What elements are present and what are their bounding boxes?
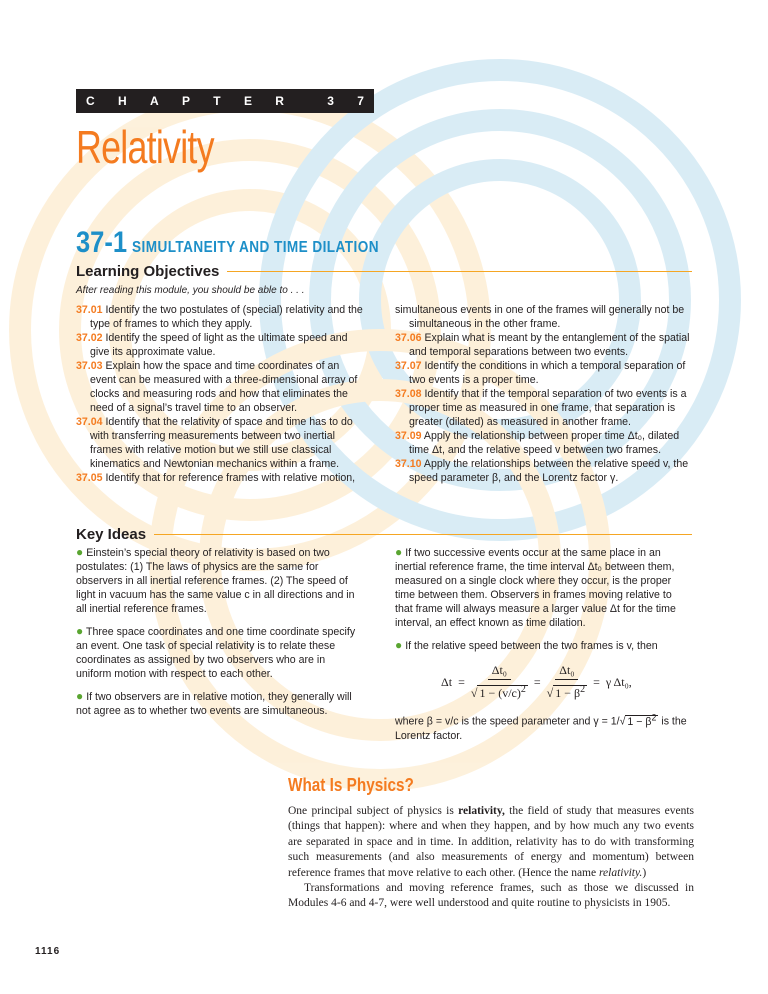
objective-item [395,359,692,387]
eq-radicand: 1 − β [627,715,652,728]
objective-item [76,359,368,415]
objective-text: Identify that for reference frames with relative motion, [105,472,356,484]
chapter-letter: P [181,94,190,108]
what-is-physics-body [288,804,694,912]
chapter-letter: C [86,94,95,108]
bullet-icon: ● [76,624,84,638]
eq-radicand: 1 − (v/c) [479,686,521,700]
italic-term: relativity. [598,866,643,879]
eq-denominator: √ $1 - (v/c)^2$ [470,684,526,700]
chapter-letter: T [213,94,221,108]
module-number: 37-1 [76,226,128,259]
learning-objectives-label: Learning Objectives [76,263,220,280]
objective-number: 37.09 [395,430,422,442]
objective-text: Identify the conditions in which a temporal separation of two events is a proper time. [409,360,686,386]
key-idea-text: If two successive events occur at the same place in an inertial reference frame, the time interval Δt₀ between them, measured on a single clock where they occur, is the proper time between them. Observers in frames moving relative to that frame will always measure a larger value Δt for the time interval, an effect known as time dilation. [395,547,676,629]
body-paragraph [288,804,694,881]
objectives-right-column [395,303,692,485]
objective-item [76,415,368,471]
objective-item [76,331,368,359]
heading-rule [227,271,692,272]
key-idea-text: is the Lorentz factor. [395,715,687,742]
objective-number: 37.02 [76,332,103,344]
objective-text: Identify that the relativity of space and time has to do with transferring measurements between two inertial frames with relative motion but we still use classical kinematics and Newtonian mechanics within a frame. [90,416,353,470]
chapter-letter: R [275,94,284,108]
objective-text: Identify the two postulates of (special) relativity and the type of frames to which they apply. [90,304,363,330]
chapter-letter: A [149,94,159,108]
objective-text: Identify that if the temporal separation of two events is a proper time as measured in one frame, that separation is greater (dilated) as measured in another frame. [409,388,687,428]
objective-number: 37.10 [395,458,422,470]
objective-item [76,471,368,485]
module-title: SIMULTANEITY AND TIME DILATION [132,239,380,256]
module-heading [76,226,423,260]
objectives-intro: After reading this module, you should be able to . . . [76,285,305,296]
body-text: the field of study that measures events (things that happen): where and when they happen, and by how much any two events are separated in space and in time. In addition, relativity has to do with transforming such measurements (and also measurements of energy and momentum) between reference frames that move relative to each other. (Hence the name [288,805,694,879]
objective-number: 37.05 [76,472,103,484]
learning-objectives-heading [76,263,692,280]
key-ideas-heading [76,526,692,543]
time-dilation-equation [441,663,692,700]
objectives-left-column [76,303,368,485]
objective-text: Explain what is meant by the entanglement of the spatial and temporal separations between two events. [409,332,690,358]
eq-exponent: 2 [580,684,586,695]
objective-text: Explain how the space and time coordinates of an event can be measured with a three-dimensional array of clocks and measuring rods and how that eliminates the need of a signal’s travel time to an observer. [90,360,358,414]
eq-rhs: γ Δt₀, [605,674,632,689]
objective-number: 37.04 [76,416,103,428]
key-ideas-label: Key Ideas [76,526,147,543]
eq-lhs: Δt [441,674,453,689]
term-relativity: relativity, [458,805,505,817]
eq-denominator: √ $1 - \beta^2$ [546,684,586,700]
key-idea-continuation: where β = v/c is the speed parameter and γ = 1/√ $1 - \beta^2$ is the Lorentz factor. [395,712,687,742]
key-ideas-right-column [395,545,692,751]
objective-number: 37.03 [76,360,103,372]
eq-numerator: Δt₀ [488,663,511,680]
what-is-physics-heading: What Is Physics? [288,775,414,795]
eq-radicand: 1 − β [555,686,581,700]
objective-text: Apply the relationships between the relative speed v, the speed parameter β, and the Lorentz factor γ. [409,458,689,484]
eq-fraction-1 [471,663,528,700]
objective-item [76,303,368,331]
key-ideas-left-column [76,545,361,726]
key-idea-text: If two observers are in relative motion, they generally will not agree as to whether two events are simultaneous. [76,691,352,717]
objective-text: Apply the relationship between proper time Δt₀, dilated time Δt, and the relative speed v between two frames. [409,430,680,456]
chapter-letter: E [243,94,252,108]
bullet-icon: ● [76,545,84,559]
key-idea-item [395,638,692,653]
objective-number: 37.07 [395,360,422,372]
chapter-letter: 3 [327,94,334,108]
chapter-letter: 7 [357,94,364,108]
key-idea-item [76,545,361,616]
key-idea-item [76,624,361,681]
eq-equals: = [593,674,600,689]
chapter-letter: H [117,94,127,108]
key-idea-text: Three space coordinates and one time coordinate specify an event. One task of special relativity is to relate these coordinates as assigned by two observers who are in uniform motion with respect to each other. [76,626,356,680]
objective-text: Identify the speed of light as the ultimate speed and give its approximate value. [90,332,348,358]
bullet-icon: ● [76,689,84,703]
bullet-icon: ● [395,545,403,559]
objective-number: 37.01 [76,304,103,316]
objective-text: simultaneous events in one of the frames will generally not be simultaneous in the other frame. [395,304,685,330]
page-number: 1116 [35,946,61,957]
objective-number: 37.08 [395,388,422,400]
key-idea-item [76,689,361,718]
objective-number: 37.06 [395,332,422,344]
objective-continuation [395,303,692,331]
objective-item [395,457,692,485]
body-text: ) [642,866,647,879]
key-idea-item [395,545,692,630]
bullet-icon: ● [395,638,403,652]
eq-numerator: Δt₀ [555,663,578,680]
chapter-bar [76,89,374,113]
body-text: One principal subject of physics is [288,805,459,817]
eq-equals: = [533,674,541,689]
eq-exponent: 2 [651,712,657,722]
eq-equals: = [458,674,465,689]
objective-item [395,387,692,429]
objective-item [395,331,692,359]
key-idea-text: Einstein’s special theory of relativity is based on two postulates: (1) The laws of physics are the same for observers in all inertial reference frames. (2) The speed of light in vacuum has the same value c in all directions and in all inertial reference frames. [76,547,355,615]
key-idea-text: If the relative speed between the two frames is v, then [405,640,658,652]
objective-item [395,429,692,457]
eq-exponent: 2 [520,684,526,695]
eq-fraction-2 [547,663,587,700]
heading-rule [154,534,692,535]
chapter-title: Relativity [76,121,214,173]
body-paragraph: Transformations and moving reference frames, such as those we discussed in Modules 4-6 and 4-7, were well understood and quite routine to physicists in 1905. [288,882,694,910]
key-idea-text: where β = v/c is the speed parameter and γ = 1/ [395,715,620,728]
